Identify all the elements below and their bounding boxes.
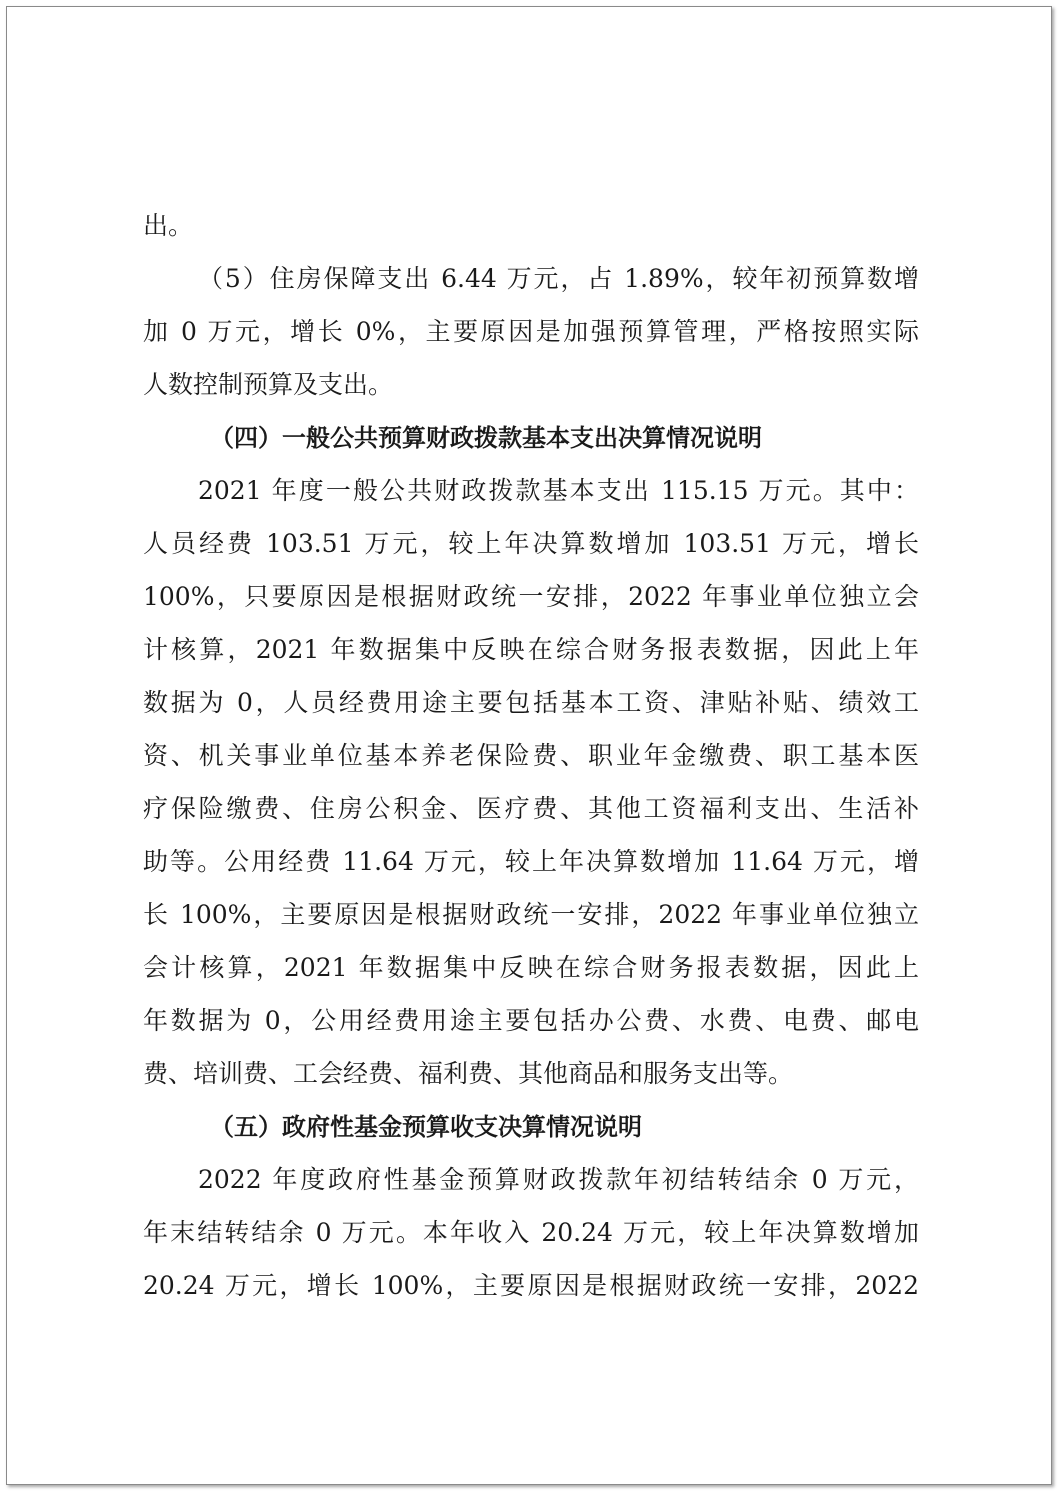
- text-line: 会计核算，2021 年数据集中反映在综合财务报表数据，因此上: [143, 953, 919, 982]
- text-line: 助等。公用经费 11.64 万元，较上年决算数增加 11.64 万元，增: [143, 847, 919, 876]
- text-line: 长 100%，主要原因是根据财政统一安排，2022 年事业单位独立: [143, 900, 919, 929]
- text-line: 加 0 万元，增长 0%，主要原因是加强预算管理，严格按照实际: [143, 317, 919, 346]
- section-heading: （四）一般公共预算财政拨款基本支出决算情况说明: [210, 424, 762, 452]
- section-heading: （五）政府性基金预算收支决算情况说明: [210, 1113, 642, 1141]
- text-line: 2021 年度一般公共财政拨款基本支出 115.15 万元。其中：: [198, 476, 919, 505]
- text-line: 2022 年度政府性基金预算财政拨款年初结转结余 0 万元，: [198, 1165, 919, 1194]
- text-line: 年数据为 0，公用经费用途主要包括办公费、水费、电费、邮电: [143, 1006, 919, 1035]
- text-line: 20.24 万元，增长 100%，主要原因是根据财政统一安排，2022: [143, 1271, 919, 1300]
- text-line: 人员经费 103.51 万元，较上年决算数增加 103.51 万元，增长: [143, 529, 919, 558]
- text-line: （5）住房保障支出 6.44 万元，占 1.89%，较年初预算数增: [198, 264, 919, 293]
- text-line: 费、培训费、工会经费、福利费、其他商品和服务支出等。: [143, 1059, 794, 1088]
- text-line: 人数控制预算及支出。: [143, 370, 394, 399]
- text-line: 资、机关事业单位基本养老保险费、职业年金缴费、职工基本医: [143, 741, 919, 770]
- text-line: 疗保险缴费、住房公积金、医疗费、其他工资福利支出、生活补: [143, 794, 919, 823]
- text-line: 年末结转结余 0 万元。本年收入 20.24 万元，较上年决算数增加: [143, 1218, 919, 1247]
- text-line: 100%，只要原因是根据财政统一安排，2022 年事业单位独立会: [143, 582, 919, 611]
- text-line: 数据为 0，人员经费用途主要包括基本工资、津贴补贴、绩效工: [143, 688, 919, 717]
- text-line: 出。: [143, 211, 194, 240]
- text-line: 计核算，2021 年数据集中反映在综合财务报表数据，因此上年: [143, 635, 919, 664]
